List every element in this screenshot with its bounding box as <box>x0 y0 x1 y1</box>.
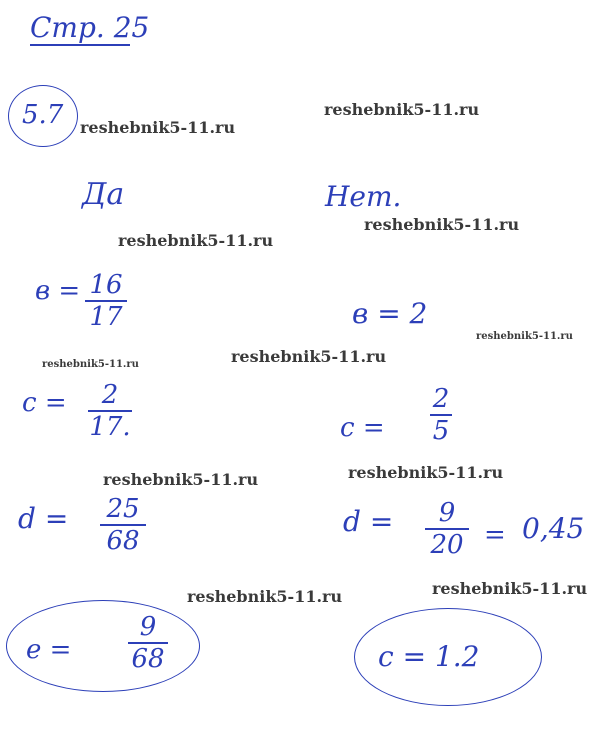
right-e: с = 1.2 <box>378 640 480 673</box>
right-c-numerator: 2 <box>432 384 450 414</box>
left-answer: Да <box>82 177 125 212</box>
watermark: reshebnik5-11.ru <box>432 579 588 598</box>
left-e-fraction <box>128 614 168 672</box>
left-b-lhs: в = <box>35 276 81 306</box>
watermark: reshebnik5-11.ru <box>118 231 274 250</box>
watermark: reshebnik5-11.ru <box>324 100 480 119</box>
right-d-lhs: d = <box>343 505 394 538</box>
watermark: reshebnik5-11.ru <box>187 587 343 606</box>
left-e-numerator: 9 <box>139 612 157 642</box>
right-answer: Нет. <box>325 180 402 213</box>
left-d-fraction <box>100 496 146 554</box>
watermark: reshebnik5-11.ru <box>364 215 520 234</box>
exercise-number: 5.7 <box>22 100 64 130</box>
left-d-numerator: 25 <box>106 494 140 524</box>
left-c-fraction <box>88 382 132 440</box>
right-d-equals: = <box>484 520 506 550</box>
right-c-denominator: 5 <box>432 416 450 446</box>
left-c-numerator: 2 <box>101 380 119 410</box>
left-e-denominator: 68 <box>131 644 165 674</box>
watermark: reshebnik5-11.ru <box>103 470 259 489</box>
watermark: reshebnik5-11.ru <box>42 359 139 370</box>
left-c-lhs: с = <box>22 388 67 418</box>
right-c-fraction <box>430 386 452 444</box>
left-b-fraction <box>85 272 127 330</box>
right-d-fraction <box>425 500 469 558</box>
left-e-lhs: е = <box>26 635 72 665</box>
left-d-lhs: d = <box>18 502 69 535</box>
watermark: reshebnik5-11.ru <box>476 331 573 342</box>
right-b: в = 2 <box>352 297 428 330</box>
watermark: reshebnik5-11.ru <box>80 118 236 137</box>
page-label-underline <box>30 44 130 46</box>
left-b-numerator: 16 <box>89 270 123 300</box>
right-d-numerator: 9 <box>438 498 456 528</box>
watermark: reshebnik5-11.ru <box>348 463 504 482</box>
page-label: Стр. 25 <box>30 11 150 44</box>
left-b-denominator: 17 <box>89 302 123 332</box>
left-c-denominator: 17. <box>89 412 131 442</box>
right-d-denominator: 20 <box>430 530 464 560</box>
right-c-lhs: с = <box>340 413 385 443</box>
right-d-result: 0,45 <box>522 512 585 545</box>
left-d-denominator: 68 <box>106 526 140 556</box>
watermark: reshebnik5-11.ru <box>231 347 387 366</box>
